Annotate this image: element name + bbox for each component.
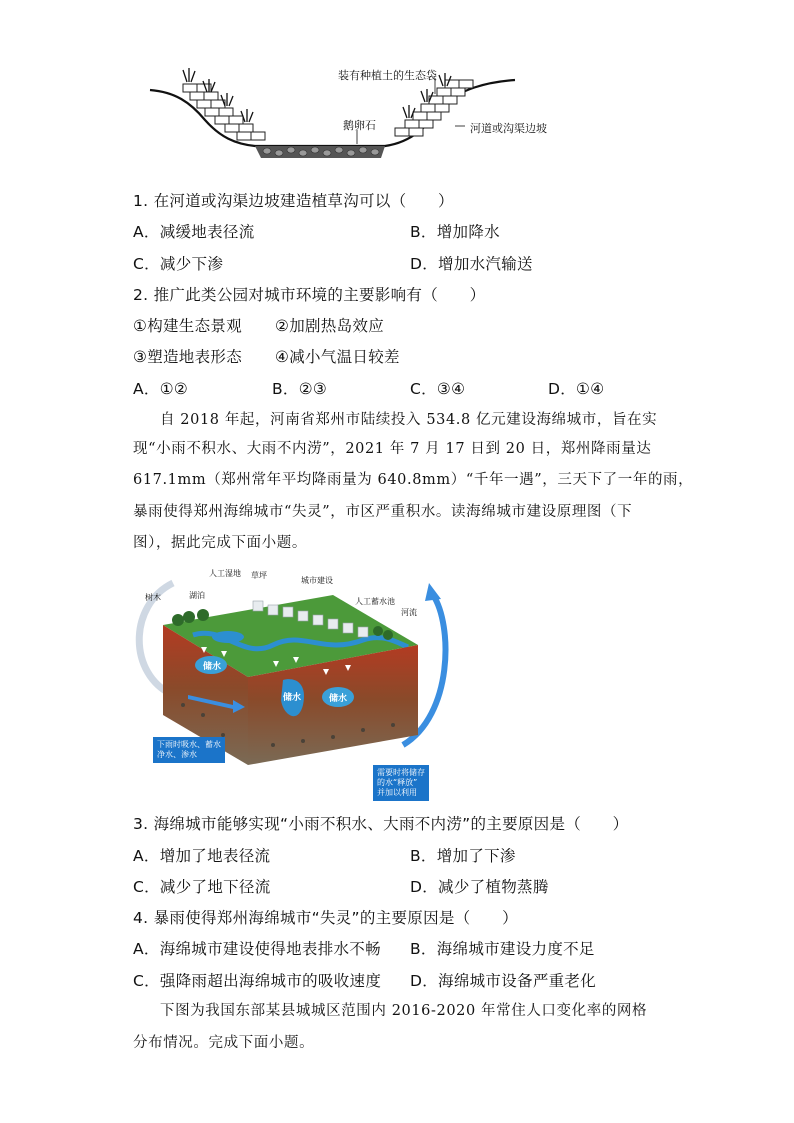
q1-option-b[interactable]: B．增加降水 — [410, 223, 500, 241]
q2-option-a[interactable]: A．①② — [133, 380, 189, 398]
q2-option-c[interactable]: C．③④ — [410, 380, 466, 398]
ditch-cross-section-figure — [145, 62, 565, 180]
label-pebbles: 鹅卵石 — [343, 119, 376, 132]
tag-artificial-wetland: 人工湿地 — [209, 569, 241, 578]
passage2-line-1: 下图为我国东部某县城城区范围内 2016-2020 年常住人口变化率的网格 — [160, 1003, 648, 1019]
passage1-line-2: 现“小雨不积水、大雨不内涝”，2021 年 7 月 17 日到 20 日，郑州降雨量达 — [133, 441, 652, 457]
q4-option-d[interactable]: D．海绵城市设备严重老化 — [410, 972, 597, 990]
label-ecological-bag: 装有种植土的生态袋 — [338, 69, 437, 82]
passage1-line-4: 暴雨使得郑州海绵城市“失灵”，市区严重积水。读海绵城市建设原理图（下 — [133, 504, 633, 520]
q3-option-b[interactable]: B．增加了下渗 — [410, 847, 516, 865]
q2-item-3: ③塑造地表形态 — [133, 348, 242, 366]
q2-option-b[interactable]: B．②③ — [272, 380, 328, 398]
q3-stem: 3. 海绵城市能够实现“小雨不积水、大雨不内涝”的主要原因是（ ） — [133, 815, 629, 833]
tag-urban-construction: 城市建设 — [301, 576, 333, 585]
tag-reservoir: 人工蓄水池 — [355, 597, 395, 606]
q1-option-c[interactable]: C．减少下渗 — [133, 255, 224, 273]
tag-lake: 湖泊 — [189, 591, 205, 600]
passage2-line-2: 分布情况。完成下面小题。 — [133, 1035, 315, 1051]
label-slope: 河道或沟渠边坡 — [470, 122, 547, 135]
storage-label-1: 储水 — [203, 662, 222, 672]
q4-stem: 4. 暴雨使得郑州海绵城市“失灵”的主要原因是（ ） — [133, 909, 518, 927]
note-absorb-water: 下雨时吸水、蓄水 净水、渗水 — [153, 737, 225, 763]
storage-label-3: 储水 — [329, 694, 348, 704]
note-release-water: 需要时将储存 的水“释放” 并加以利用 — [373, 765, 429, 801]
q2-item-1: ①构建生态景观 — [133, 317, 242, 335]
q3-option-d[interactable]: D．减少了植物蒸腾 — [410, 878, 549, 896]
q3-option-c[interactable]: C．减少了地下径流 — [133, 878, 271, 896]
q4-option-b[interactable]: B．海绵城市建设力度不足 — [410, 940, 595, 958]
q2-stem: 2. 推广此类公园对城市环境的主要影响有（ ） — [133, 286, 486, 304]
storage-label-2: 储水 — [283, 693, 302, 703]
q4-option-c[interactable]: C．强降雨超出海绵城市的吸收速度 — [133, 972, 382, 990]
tag-river: 河流 — [401, 608, 417, 617]
q1-stem: 1. 在河道或沟渠边坡建造植草沟可以（ ） — [133, 192, 454, 210]
q1-option-d[interactable]: D．增加水汽输送 — [410, 255, 533, 273]
passage1-line-3: 617.1mm（郑州常年平均降雨量为 640.8mm）“千年一遇”，三天下了一年的雨， — [133, 472, 694, 488]
q1-option-a[interactable]: A．减缓地表径流 — [133, 223, 255, 241]
q2-item-4: ④减小气温日较差 — [275, 348, 400, 366]
tag-lawn: 草坪 — [251, 571, 267, 580]
sponge-city-diagram — [133, 565, 456, 805]
passage1-line-1: 自 2018 年起，河南省郑州市陆续投入 534.8 亿元建设海绵城市，旨在实 — [160, 412, 658, 428]
q4-option-a[interactable]: A．海绵城市建设使得地表排水不畅 — [133, 940, 381, 958]
tag-trees: 树木 — [145, 593, 161, 602]
q3-option-a[interactable]: A．增加了地表径流 — [133, 847, 271, 865]
q2-item-2: ②加剧热岛效应 — [275, 317, 384, 335]
q2-option-d[interactable]: D．①④ — [548, 380, 605, 398]
passage1-line-5: 图），据此完成下面小题。 — [133, 535, 307, 551]
